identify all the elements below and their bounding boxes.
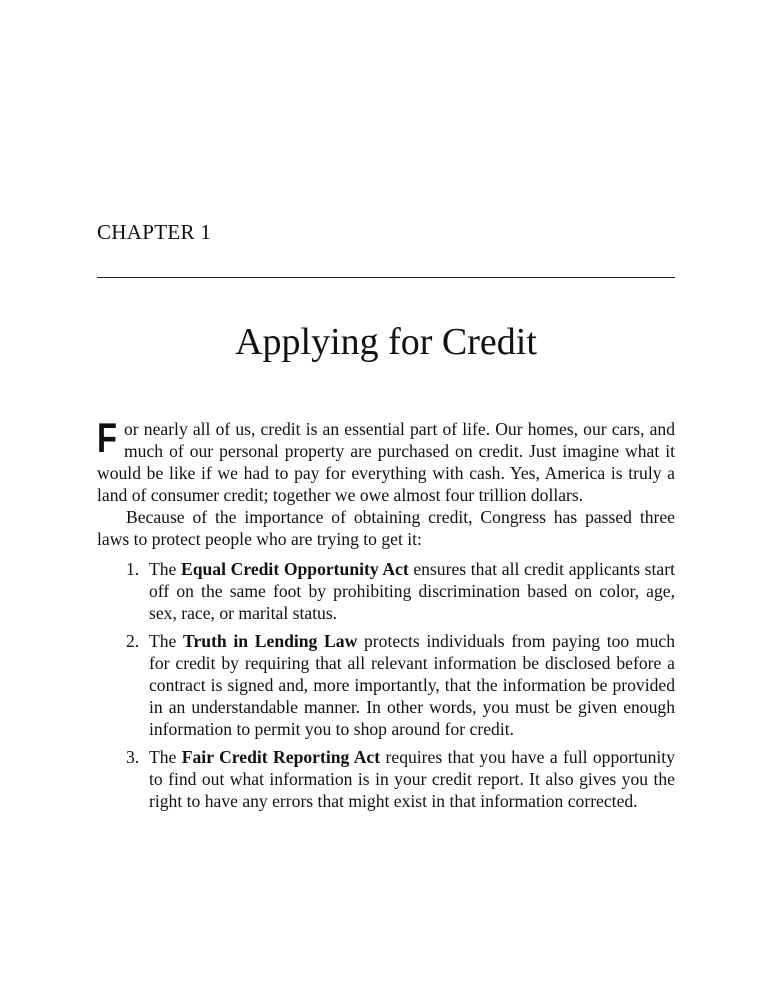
chapter-title: Applying for Credit — [235, 321, 537, 363]
list-item-lead: The — [149, 559, 181, 579]
list-item-text: ensures that all credit applicants start off on the same foot by prohibiting discrimination based on color, age, sex, race, or marital status. — [149, 559, 675, 623]
law-name: Truth in Lending Law — [183, 631, 358, 651]
list-item-lead: The — [149, 747, 182, 767]
law-name: Equal Credit Opportunity Act — [181, 559, 409, 579]
chapter-body — [97, 414, 675, 818]
list-item-number: 2. — [126, 631, 140, 651]
intro-paragraph — [97, 414, 675, 506]
drop-cap: F — [97, 414, 118, 461]
list-item — [97, 558, 675, 624]
laws-intro-paragraph: Because of the importance of obtaining credit, Congress has passed three laws to protect people who are trying to get it: — [97, 507, 675, 549]
chapter-divider — [97, 277, 675, 278]
list-item — [97, 746, 675, 812]
list-item-text: protects individuals from paying too much for credit by requiring that all relevant information be disclosed before a contract is signed and, more importantly, that the information be provided in an understandable manner. In other words, you must be given enough information to permit you to shop around for credit. — [149, 631, 675, 739]
list-item — [97, 630, 675, 740]
laws-list — [97, 558, 675, 812]
chapter-label: CHAPTER 1 — [97, 220, 212, 244]
list-item-number: 3. — [126, 747, 140, 767]
list-item-number: 1. — [126, 559, 140, 579]
list-item-text: requires that you have a full opportunity to find out what information is in your credit report. It also gives you the right to have any errors that might exist in that information corrected. — [149, 747, 675, 811]
list-item-lead: The — [149, 631, 184, 651]
intro-text: or nearly all of us, credit is an essential part of life. Our homes, our cars, and much of our personal property are purchased on credit. Just imagine what it would be like if we had to pay for everything with cash. Yes, America is truly a land of consumer credit; together we owe almost four trillion dollars. — [97, 419, 675, 505]
law-name: Fair Credit Reporting Act — [181, 747, 381, 767]
